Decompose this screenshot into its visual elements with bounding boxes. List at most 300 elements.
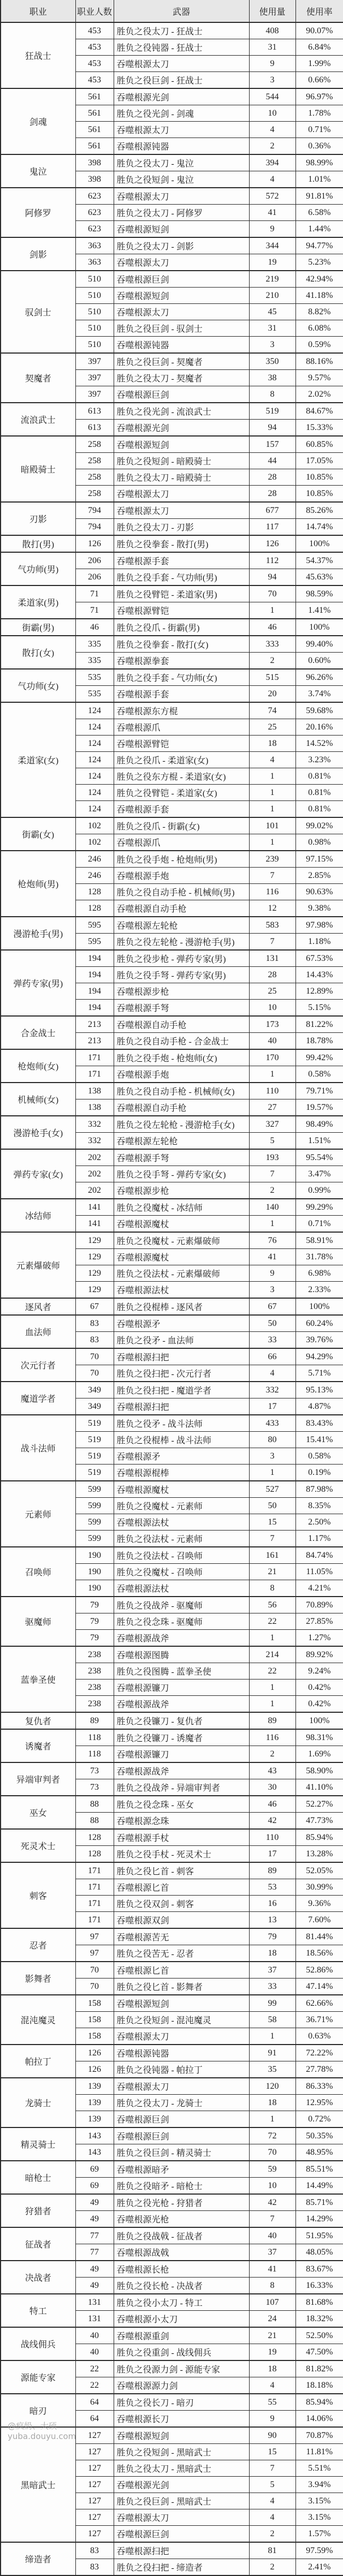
weapon-cell: 吞噬根源暗矛 xyxy=(114,2161,249,2178)
usage-rate-cell: 94.77% xyxy=(295,237,343,254)
class-cell: 忍者 xyxy=(1,1928,75,1962)
population-cell: 332 xyxy=(75,1133,114,1150)
table-row xyxy=(1,2261,343,2278)
population-cell: 124 xyxy=(75,702,114,719)
weapon-cell: 吞噬根源钝器 xyxy=(114,2045,249,2061)
usage-count-cell: 116 xyxy=(249,1729,295,1746)
usage-rate-cell: 1.18% xyxy=(295,934,343,951)
class-cell: 诱魔者 xyxy=(1,1729,75,1762)
population-cell: 194 xyxy=(75,1000,114,1017)
table-row xyxy=(1,585,343,602)
population-cell: 335 xyxy=(75,636,114,653)
usage-rate-cell: 99.42% xyxy=(295,1049,343,1066)
table-row xyxy=(1,2227,343,2244)
weapon-cell: 胜负之役手炮 - 枪炮师(女) xyxy=(114,1049,249,1066)
usage-rate-cell: 17.05% xyxy=(295,453,343,469)
usage-rate-cell: 18.78% xyxy=(295,1033,343,1050)
usage-count-cell: 170 xyxy=(249,1049,295,1066)
usage-rate-cell: 10.85% xyxy=(295,486,343,503)
weapon-cell: 吞噬根源源力剑 xyxy=(114,2377,249,2394)
population-cell: 118 xyxy=(75,1746,114,1763)
weapon-cell: 吞噬根源小太刀 xyxy=(114,2311,249,2328)
col-header-class: 职业 xyxy=(1,0,75,22)
population-cell: 171 xyxy=(75,1896,114,1912)
weapon-cell: 胜负之役巨剑 - 狂战士 xyxy=(114,72,249,89)
col-header-weapon: 武器 xyxy=(114,0,249,22)
usage-count-cell: 157 xyxy=(249,436,295,453)
population-cell: 363 xyxy=(75,237,114,254)
population-cell: 171 xyxy=(75,1862,114,1879)
weapon-cell: 胜负之役太刀 - 黑暗武士 xyxy=(114,2460,249,2477)
class-cell: 狩猎者 xyxy=(1,2194,75,2227)
usage-rate-cell: 39.76% xyxy=(295,1332,343,1349)
weapon-cell: 吞噬根源臂铠 xyxy=(114,736,249,752)
usage-count-cell: 1 xyxy=(249,1696,295,1713)
usage-rate-cell: 20.16% xyxy=(295,719,343,736)
population-cell: 519 xyxy=(75,1448,114,1465)
class-cell: 征战者 xyxy=(1,2227,75,2261)
usage-count-cell: 219 xyxy=(249,271,295,288)
population-cell: 70 xyxy=(75,1962,114,1979)
weapon-cell: 吞噬根源魔杖 xyxy=(114,1216,249,1233)
usage-count-cell: 27 xyxy=(249,1099,295,1116)
weapon-cell: 吞噬根源手套 xyxy=(114,801,249,818)
population-cell: 794 xyxy=(75,519,114,536)
population-cell: 397 xyxy=(75,353,114,370)
usage-count-cell: 33 xyxy=(249,1979,295,1995)
population-cell: 71 xyxy=(75,602,114,619)
class-cell: 次元行者 xyxy=(1,1348,75,1382)
weapon-cell: 胜负之役法杖 - 元素师 xyxy=(114,1531,249,1547)
usage-count-cell: 126 xyxy=(249,535,295,552)
population-cell: 599 xyxy=(75,1531,114,1547)
usage-rate-cell: 12.89% xyxy=(295,983,343,1000)
weapon-cell: 胜负之役臂铠 - 柔道家(男) xyxy=(114,585,249,602)
usage-rate-cell: 1.57% xyxy=(295,2526,343,2543)
usage-count-cell: 3 xyxy=(249,337,295,354)
population-cell: 64 xyxy=(75,2394,114,2411)
table-row xyxy=(1,1962,343,1979)
population-cell: 97 xyxy=(75,1928,114,1945)
weapon-cell: 胜负之役魔杖 - 元素爆破师 xyxy=(114,1232,249,1249)
class-cell: 魔道学者 xyxy=(1,1382,75,1415)
usage-count-cell: 42 xyxy=(249,2194,295,2211)
usage-rate-cell: 1.99% xyxy=(295,56,343,72)
class-cell: 漫游枪手(女) xyxy=(1,1116,75,1149)
usage-count-cell: 66 xyxy=(249,1348,295,1365)
usage-count-cell: 25 xyxy=(249,719,295,736)
weapon-cell: 吞噬根源太刀 xyxy=(114,304,249,320)
usage-count-cell: 37 xyxy=(249,1962,295,1979)
weapon-cell: 吞噬根源左轮枪 xyxy=(114,1133,249,1150)
usage-count-cell: 193 xyxy=(249,1149,295,1166)
usage-count-cell: 89 xyxy=(249,1712,295,1729)
usage-rate-cell: 81.44% xyxy=(295,1928,343,1945)
table-row xyxy=(1,669,343,686)
usage-rate-cell: 41.18% xyxy=(295,288,343,304)
usage-count-cell: 22 xyxy=(249,1663,295,1680)
usage-count-cell: 4 xyxy=(249,2509,295,2526)
usage-rate-cell: 1.17% xyxy=(295,1531,343,1547)
usage-rate-cell: 70.87% xyxy=(295,2427,343,2444)
population-cell: 238 xyxy=(75,1663,114,1680)
population-cell: 213 xyxy=(75,1033,114,1050)
class-cell: 弹药专家(女) xyxy=(1,1149,75,1199)
table-row xyxy=(1,2542,343,2559)
usage-count-cell: 67 xyxy=(249,1298,295,1315)
usage-rate-cell: 3.23% xyxy=(295,752,343,768)
class-cell: 合金战士 xyxy=(1,1016,75,1049)
table-row xyxy=(1,636,343,653)
usage-count-cell: 18 xyxy=(249,2095,295,2111)
usage-rate-cell: 2.41% xyxy=(295,2559,343,2576)
usage-count-cell: 1 xyxy=(249,801,295,818)
usage-count-cell: 173 xyxy=(249,1016,295,1033)
population-cell: 83 xyxy=(75,1332,114,1349)
class-cell: 散打(女) xyxy=(1,636,75,669)
population-cell: 88 xyxy=(75,1813,114,1830)
usage-rate-cell: 62.66% xyxy=(295,1995,343,2012)
weapon-cell: 吞噬根源镰刀 xyxy=(114,1746,249,1763)
population-cell: 510 xyxy=(75,288,114,304)
usage-rate-cell: 85.71% xyxy=(295,2194,343,2211)
weapon-cell: 胜负之役光剑 - 剑魂 xyxy=(114,105,249,122)
population-cell: 349 xyxy=(75,1382,114,1398)
usage-rate-cell: 14.52% xyxy=(295,736,343,752)
usage-rate-cell: 14.49% xyxy=(295,2178,343,2195)
table-row xyxy=(1,1415,343,1432)
usage-rate-cell: 0.81% xyxy=(295,785,343,801)
population-cell: 171 xyxy=(75,1049,114,1066)
table-row xyxy=(1,2327,343,2344)
usage-count-cell: 43 xyxy=(249,1762,295,1779)
table-row xyxy=(1,1232,343,1249)
population-cell: 258 xyxy=(75,469,114,486)
usage-count-cell: 40 xyxy=(249,2227,295,2244)
usage-rate-cell: 42.94% xyxy=(295,271,343,288)
weapon-cell: 吞噬根源手弩 xyxy=(114,1000,249,1017)
weapon-cell: 吞噬根源光剑 xyxy=(114,420,249,437)
table-row xyxy=(1,88,343,105)
usage-count-cell: 110 xyxy=(249,1829,295,1846)
usage-rate-cell: 52.50% xyxy=(295,2327,343,2344)
usage-rate-cell: 95.54% xyxy=(295,1149,343,1166)
usage-count-cell: 55 xyxy=(249,2394,295,2411)
usage-count-cell: 107 xyxy=(249,2294,295,2311)
usage-count-cell: 30 xyxy=(249,1779,295,1796)
weapon-cell: 吞噬根源太刀 xyxy=(114,188,249,205)
usage-rate-cell: 18.56% xyxy=(295,1945,343,1962)
weapon-cell: 胜负之役苦无 - 忍者 xyxy=(114,1945,249,1962)
weapon-cell: 胜负之役战斧 - 驱魔师 xyxy=(114,1597,249,1613)
usage-rate-cell: 99.29% xyxy=(295,1199,343,1216)
usage-rate-cell: 98.99% xyxy=(295,154,343,171)
usage-count-cell: 112 xyxy=(249,552,295,569)
weapon-cell: 吞噬根源法杖 xyxy=(114,1580,249,1597)
usage-rate-cell: 9.57% xyxy=(295,370,343,386)
class-cell: 龙骑士 xyxy=(1,2078,75,2127)
usage-rate-cell: 99.40% xyxy=(295,636,343,653)
usage-count-cell: 41 xyxy=(249,2261,295,2278)
usage-rate-cell: 85.51% xyxy=(295,2161,343,2178)
population-cell: 171 xyxy=(75,1066,114,1083)
usage-rate-cell: 91.81% xyxy=(295,188,343,205)
usage-count-cell: 41 xyxy=(249,1249,295,1265)
table-row xyxy=(1,1315,343,1332)
usage-rate-cell: 0.66% xyxy=(295,72,343,89)
usage-rate-cell: 50.35% xyxy=(295,2127,343,2144)
weapon-cell: 吞噬根源匕首 xyxy=(114,1879,249,1896)
weapon-cell: 吞噬根源魔杖 xyxy=(114,1481,249,1498)
weapon-cell: 胜负之役自动手枪 - 机械师(女) xyxy=(114,1083,249,1099)
table-row xyxy=(1,2194,343,2211)
usage-rate-cell: 0.58% xyxy=(295,1448,343,1465)
table-row xyxy=(1,1298,343,1315)
usage-rate-cell: 36.71% xyxy=(295,2012,343,2028)
weapon-cell: 胜负之役长枪 - 决战者 xyxy=(114,2278,249,2294)
weapon-cell: 胜负之役匕首 - 刺客 xyxy=(114,1862,249,1879)
population-cell: 171 xyxy=(75,1912,114,1929)
usage-count-cell: 89 xyxy=(249,1862,295,1879)
population-cell: 202 xyxy=(75,1166,114,1182)
usage-rate-cell: 13.28% xyxy=(295,1846,343,1863)
population-cell: 510 xyxy=(75,337,114,354)
usage-count-cell: 4 xyxy=(249,752,295,768)
usage-rate-cell: 98.59% xyxy=(295,585,343,602)
population-cell: 194 xyxy=(75,967,114,983)
class-cell: 蓝拳圣使 xyxy=(1,1646,75,1712)
population-cell: 138 xyxy=(75,1099,114,1116)
usage-rate-cell: 89.92% xyxy=(295,1646,343,1663)
weapon-cell: 胜负之役爪 - 柔道家(女) xyxy=(114,752,249,768)
usage-count-cell: 327 xyxy=(249,1116,295,1133)
usage-count-cell: 1 xyxy=(249,834,295,851)
population-cell: 127 xyxy=(75,2477,114,2493)
usage-count-cell: 1 xyxy=(249,1465,295,1481)
usage-rate-cell: 11.81% xyxy=(295,2444,343,2460)
table-row xyxy=(1,1016,343,1033)
weapon-cell: 吞噬根源短剑 xyxy=(114,1995,249,2012)
usage-count-cell: 50 xyxy=(249,1315,295,1332)
usage-rate-cell: 15.33% xyxy=(295,420,343,437)
weapon-cell: 胜负之役源力剑 - 源能专家 xyxy=(114,2360,249,2377)
usage-rate-cell: 47.73% xyxy=(295,1813,343,1830)
population-cell: 124 xyxy=(75,801,114,818)
usage-rate-cell: 8.82% xyxy=(295,304,343,320)
class-cell: 精灵骑士 xyxy=(1,2127,75,2161)
usage-count-cell: 19 xyxy=(249,2344,295,2361)
weapon-cell: 胜负之役巨剑 - 黑暗武士 xyxy=(114,2493,249,2509)
usage-count-cell: 22 xyxy=(249,1613,295,1630)
population-cell: 794 xyxy=(75,502,114,519)
population-cell: 535 xyxy=(75,686,114,703)
usage-rate-cell: 27.78% xyxy=(295,2061,343,2078)
usage-rate-cell: 14.29% xyxy=(295,2211,343,2228)
weapon-cell: 吞噬根源手套 xyxy=(114,686,249,703)
usage-count-cell: 120 xyxy=(249,2078,295,2095)
table-row xyxy=(1,1646,343,1663)
table-body xyxy=(1,22,343,2575)
usage-rate-cell: 5.51% xyxy=(295,2460,343,2477)
weapon-cell: 吞噬根源步枪 xyxy=(114,983,249,1000)
usage-count-cell: 2 xyxy=(249,2559,295,2576)
weapon-cell: 胜负之役矛 - 血法师 xyxy=(114,1332,249,1349)
usage-rate-cell: 100% xyxy=(295,535,343,552)
population-cell: 67 xyxy=(75,1298,114,1315)
population-cell: 561 xyxy=(75,138,114,155)
usage-rate-cell: 11.05% xyxy=(295,1564,343,1580)
usage-rate-cell: 81.68% xyxy=(295,2294,343,2311)
usage-count-cell: 210 xyxy=(249,288,295,304)
usage-count-cell: 18 xyxy=(249,1945,295,1962)
population-cell: 131 xyxy=(75,2294,114,2311)
usage-count-cell: 70 xyxy=(249,585,295,602)
weapon-cell: 吞噬根源爪 xyxy=(114,834,249,851)
usage-count-cell: 33 xyxy=(249,1332,295,1349)
table-row xyxy=(1,2078,343,2095)
usage-count-cell: 35 xyxy=(249,2061,295,2078)
usage-count-cell: 79 xyxy=(249,1928,295,1945)
usage-count-cell: 72 xyxy=(249,2127,295,2144)
usage-count-cell: 10 xyxy=(249,1000,295,1017)
population-cell: 561 xyxy=(75,122,114,138)
population-cell: 202 xyxy=(75,1149,114,1166)
weapon-cell: 吞噬根源自动手枪 xyxy=(114,1099,249,1116)
population-cell: 238 xyxy=(75,1680,114,1696)
usage-rate-cell: 100% xyxy=(295,1712,343,1729)
usage-rate-cell: 81.82% xyxy=(295,2360,343,2377)
usage-count-cell: 583 xyxy=(249,917,295,934)
weapon-cell: 胜负之役自动手枪 - 合金战士 xyxy=(114,1033,249,1050)
population-cell: 561 xyxy=(75,105,114,122)
usage-rate-cell: 8.35% xyxy=(295,1498,343,1514)
table-row xyxy=(1,1928,343,1945)
usage-count-cell: 94 xyxy=(249,420,295,437)
usage-count-cell: 21 xyxy=(249,2327,295,2344)
weapon-cell: 吞噬根源钝器 xyxy=(114,138,249,155)
usage-rate-cell: 1.27% xyxy=(295,1630,343,1647)
usage-count-cell: 28 xyxy=(249,469,295,486)
usage-rate-cell: 0.71% xyxy=(295,122,343,138)
usage-rate-cell: 95.13% xyxy=(295,1382,343,1398)
usage-rate-cell: 12.95% xyxy=(295,2095,343,2111)
population-cell: 595 xyxy=(75,917,114,934)
weapon-cell: 吞噬根源自动手枪 xyxy=(114,1016,249,1033)
table-row xyxy=(1,2294,343,2311)
table-row xyxy=(1,1481,343,1498)
population-cell: 397 xyxy=(75,386,114,403)
population-cell: 202 xyxy=(75,1182,114,1199)
population-cell: 349 xyxy=(75,1398,114,1415)
weapon-cell: 胜负之役魔杖 - 元素师 xyxy=(114,1498,249,1514)
table-row xyxy=(1,1149,343,1166)
usage-rate-cell: 18.18% xyxy=(295,2377,343,2394)
usage-count-cell: 7 xyxy=(249,934,295,951)
population-cell: 599 xyxy=(75,1481,114,1498)
usage-rate-cell: 47.14% xyxy=(295,1979,343,1995)
usage-count-cell: 527 xyxy=(249,1481,295,1498)
usage-count-cell: 5 xyxy=(249,1133,295,1150)
class-cell: 巫女 xyxy=(1,1796,75,1829)
table-row xyxy=(1,2394,343,2411)
population-cell: 128 xyxy=(75,1829,114,1846)
weapon-cell: 吞噬根源爪 xyxy=(114,719,249,736)
usage-count-cell: 10 xyxy=(249,2178,295,2195)
population-cell: 194 xyxy=(75,950,114,967)
weapon-cell: 吞噬根源魔杖 xyxy=(114,1249,249,1265)
usage-rate-cell: 0.59% xyxy=(295,337,343,354)
usage-rate-cell: 79.71% xyxy=(295,1083,343,1099)
usage-count-cell: 70 xyxy=(249,2144,295,2161)
class-cell: 影舞者 xyxy=(1,1962,75,1995)
weapon-cell: 吞噬根源巨剑 xyxy=(114,2127,249,2144)
weapon-cell: 吞噬根源巨剑 xyxy=(114,386,249,403)
population-cell: 127 xyxy=(75,2526,114,2543)
weapon-cell: 胜负之役双剑 - 刺客 xyxy=(114,1896,249,1912)
table-row xyxy=(1,2427,343,2444)
population-cell: 127 xyxy=(75,2427,114,2444)
usage-count-cell: 8 xyxy=(249,386,295,403)
class-cell: 死灵术士 xyxy=(1,1829,75,1862)
population-cell: 519 xyxy=(75,1465,114,1481)
usage-rate-cell: 0.42% xyxy=(295,1680,343,1696)
col-header-usage-rate: 使用率 xyxy=(295,0,343,22)
weapon-cell: 胜负之役短剑 - 鬼泣 xyxy=(114,171,249,188)
population-cell: 49 xyxy=(75,2211,114,2228)
table-row xyxy=(1,1796,343,1813)
usage-count-cell: 24 xyxy=(249,2311,295,2328)
population-cell: 335 xyxy=(75,653,114,670)
table-row xyxy=(1,950,343,967)
population-cell: 535 xyxy=(75,669,114,686)
weapon-cell: 胜负之役手弩 - 弹药专家(女) xyxy=(114,1166,249,1182)
weapon-cell: 胜负之役魔杖 - 召唤师 xyxy=(114,1564,249,1580)
weapon-cell: 胜负之役钝器 - 帕拉丁 xyxy=(114,2061,249,2078)
usage-rate-cell: 6.08% xyxy=(295,320,343,337)
usage-count-cell: 38 xyxy=(249,370,295,386)
class-cell: 街霸(男) xyxy=(1,619,75,636)
weapon-cell: 胜负之役手弩 - 弹药专家(男) xyxy=(114,967,249,983)
population-cell: 129 xyxy=(75,1249,114,1265)
population-cell: 102 xyxy=(75,834,114,851)
usage-count-cell: 50 xyxy=(249,1498,295,1514)
weapon-cell: 吞噬根源法杖 xyxy=(114,1514,249,1531)
population-cell: 46 xyxy=(75,619,114,636)
weapon-cell: 吞噬根源战斧 xyxy=(114,1762,249,1779)
usage-rate-cell: 0.58% xyxy=(295,1066,343,1083)
usage-count-cell: 9 xyxy=(249,1265,295,1282)
population-cell: 127 xyxy=(75,2460,114,2477)
weapon-cell: 胜负之役巨剑 - 驭剑士 xyxy=(114,320,249,337)
table-row xyxy=(1,2161,343,2178)
class-cell: 枪炮师(男) xyxy=(1,851,75,917)
population-cell: 599 xyxy=(75,1514,114,1531)
table-row xyxy=(1,1995,343,2012)
table-row xyxy=(1,502,343,519)
usage-rate-cell: 5.15% xyxy=(295,1000,343,1017)
weapon-cell: 吞噬根源手弩 xyxy=(114,1149,249,1166)
class-cell: 战线佣兵 xyxy=(1,2327,75,2360)
weapon-cell: 吞噬根源太刀 xyxy=(114,56,249,72)
table-row xyxy=(1,1862,343,1879)
weapon-cell: 吞噬根源矛 xyxy=(114,1448,249,1465)
weapon-cell: 胜负之役太刀 - 契魔者 xyxy=(114,370,249,386)
usage-rate-cell: 98.31% xyxy=(295,1729,343,1746)
usage-rate-cell: 14.43% xyxy=(295,967,343,983)
usage-count-cell: 9 xyxy=(249,2411,295,2428)
weapon-cell: 胜负之役镰刀 - 复仇者 xyxy=(114,1712,249,1729)
usage-rate-cell: 97.15% xyxy=(295,851,343,868)
